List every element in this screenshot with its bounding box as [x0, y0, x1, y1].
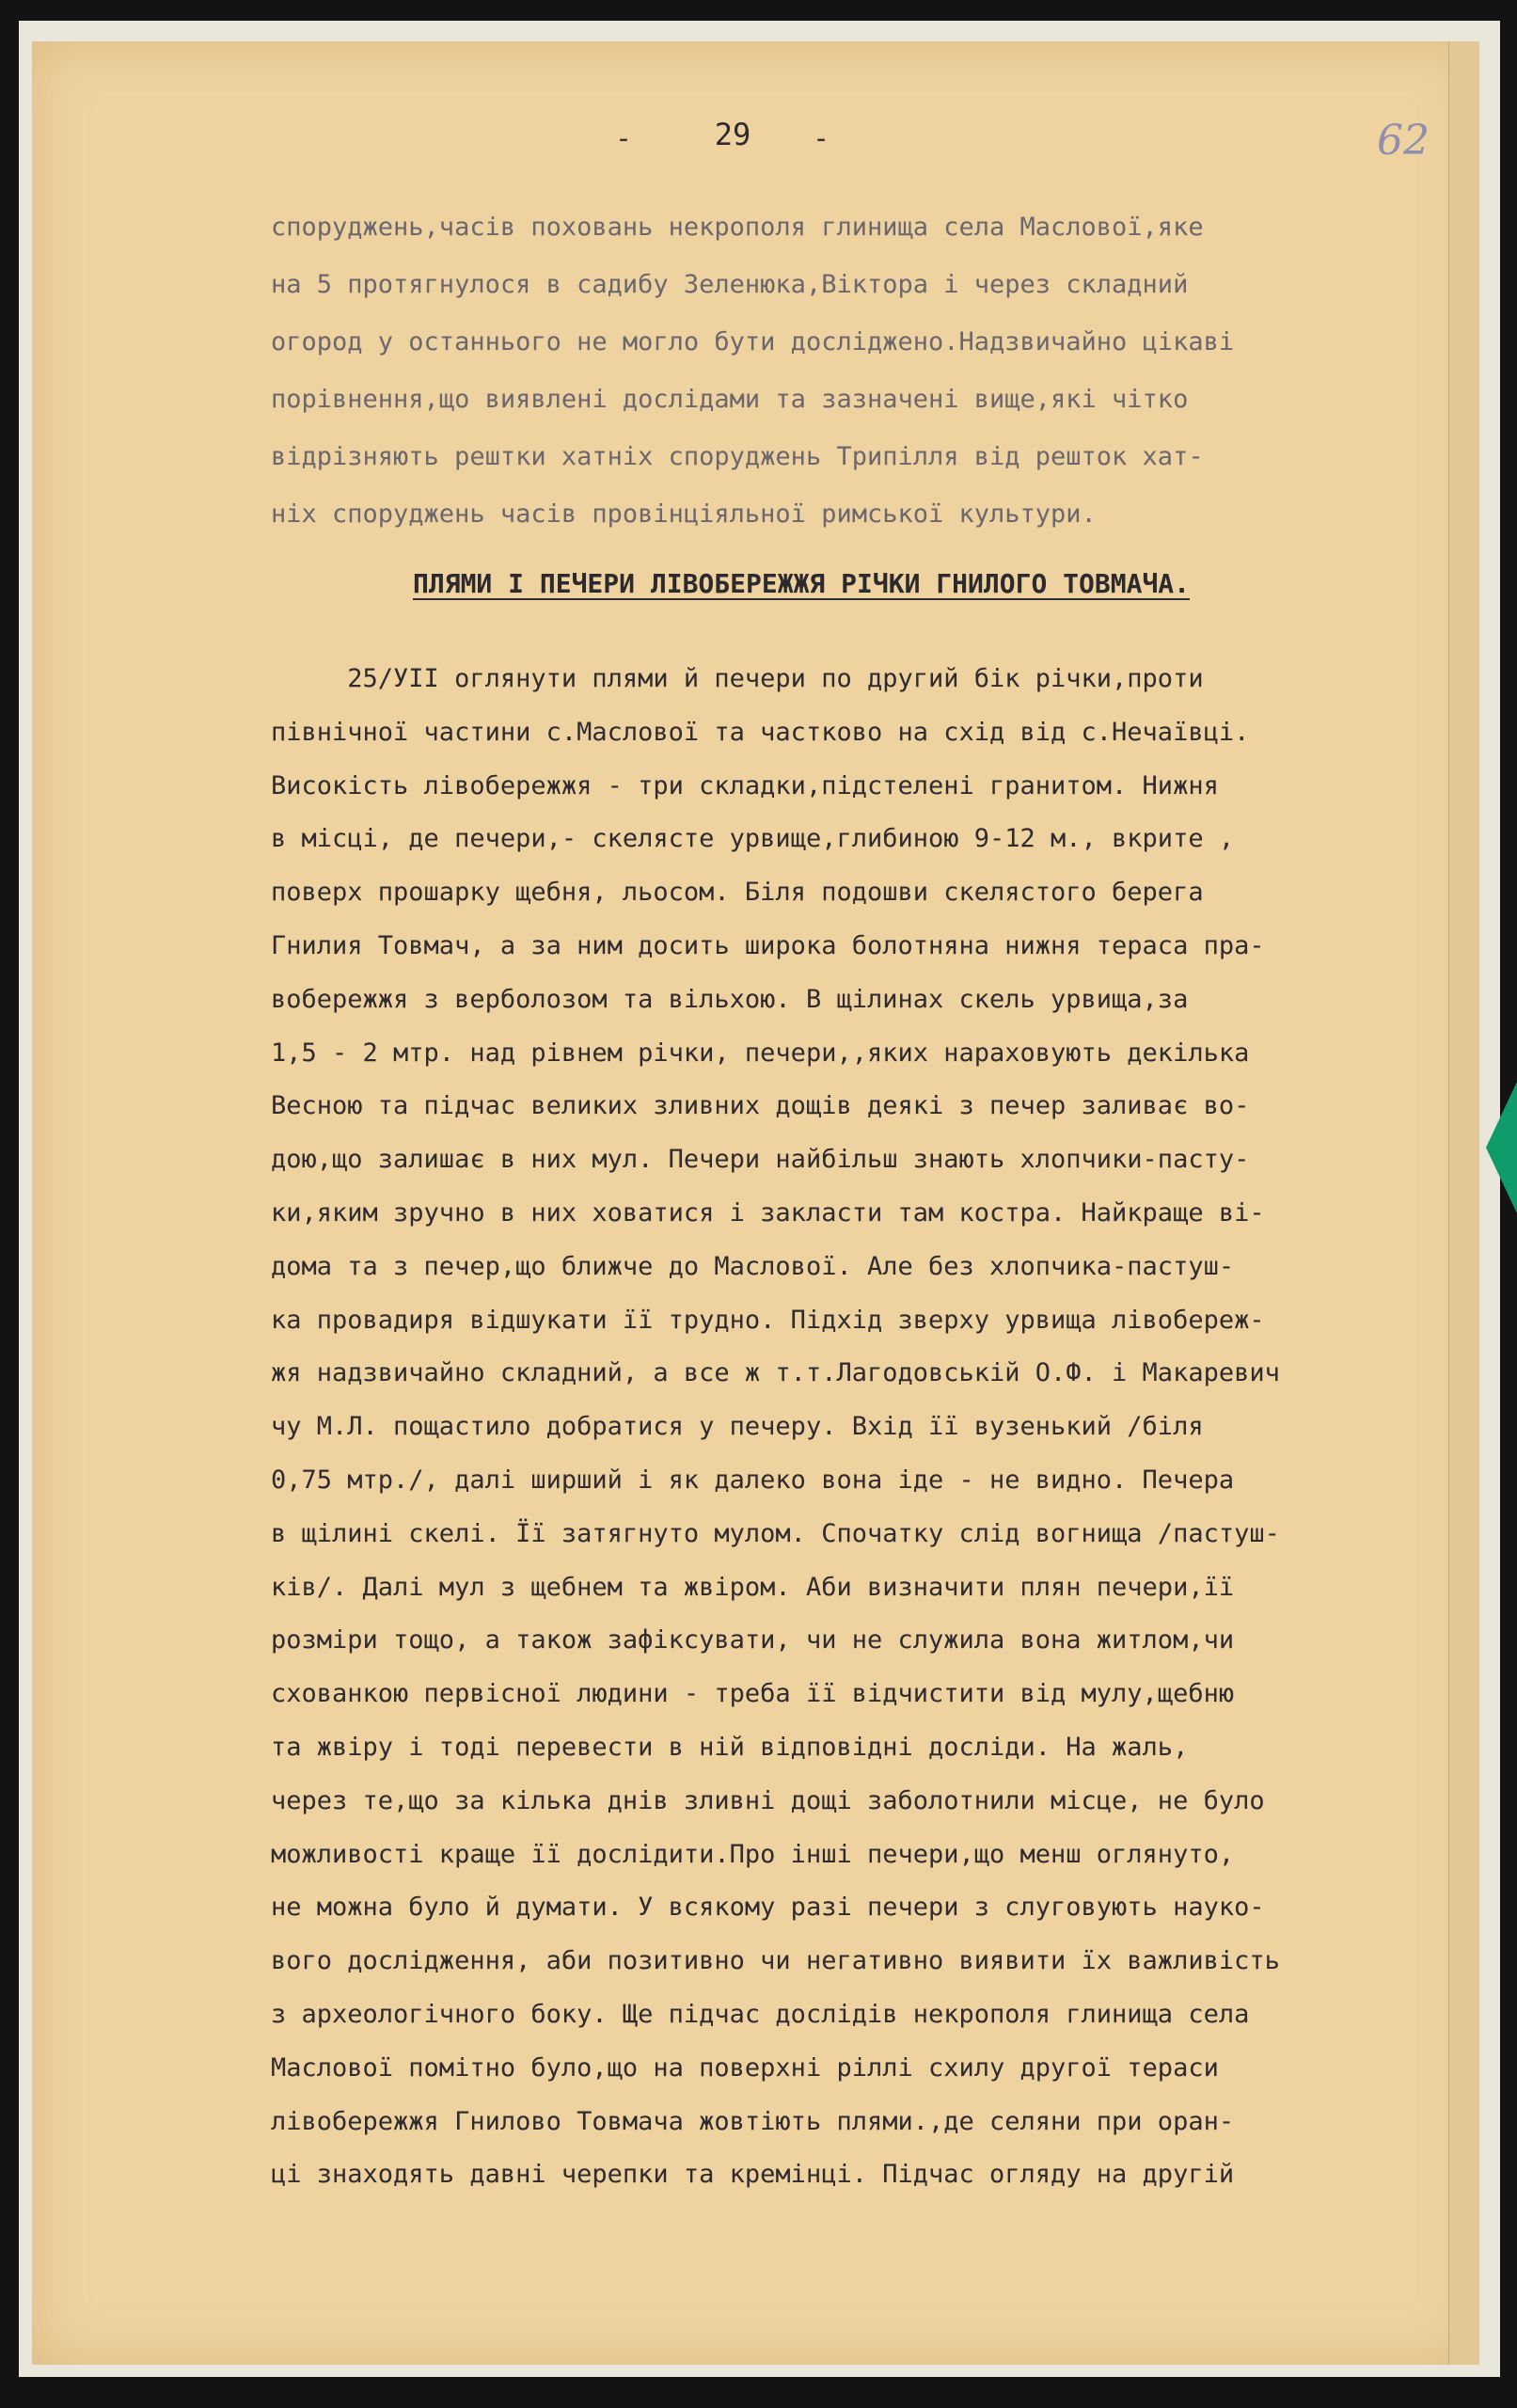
- green-bookmark-tab: [1486, 1082, 1517, 1213]
- text-line: порівнення,що виявлені дослідами та зазначені вище,які чітко: [271, 385, 1189, 414]
- text-line: схованкою первісної людини - треба її відчистити від мулу,щебню: [271, 1679, 1235, 1709]
- text-line: можливості краще її дослідити.Про інші печери,що менш оглянуто,: [271, 1839, 1235, 1869]
- text-line: ки,яким зручно в них ховатися і закласти там костра. Найкраще ві-: [271, 1198, 1265, 1228]
- text-line: Високість лівобережжя - три складки,підстелені гранитом. Нижня: [271, 770, 1219, 800]
- text-line: поверх прошарку щебня, льосом. Біля подошви скелястого берега: [271, 878, 1204, 908]
- section-heading: ПЛЯМИ І ПЕЧЕРИ ЛІВОБЕРЕЖЖЯ РІЧКИ ГНИЛОГО ТОВМАЧА.: [413, 568, 1191, 599]
- text-line: ка провадиря відшукати її трудно. Підхід зверху урвища лівобереж-: [271, 1305, 1265, 1335]
- text-line: в місці, де печери,- скелясте урвище,глибиною 9-12 м., вкрите ,: [271, 824, 1235, 854]
- text-line: в щілині скелі. Її затягнуто мулом. Спочатку слід вогнища /пастуш-: [271, 1518, 1280, 1548]
- text-line: ків/. Далі мул з щебнем та жвіром. Аби визначити плян печери,її: [271, 1572, 1235, 1602]
- text-line: не можна було й думати. У всякому разі печери з слуговують науко-: [271, 1893, 1265, 1923]
- text-line: ніх споруджень часів провінціяльної римської культури.: [271, 499, 1097, 529]
- text-line: чу М.Л. пощастило добратися у печеру. Вхід її вузенький /біля: [271, 1412, 1204, 1442]
- document-page: [32, 41, 1476, 2365]
- text-line: ці знаходять давні черепки та кремінці. Підчас огляду на другій: [271, 2160, 1235, 2190]
- text-line: з археологічного боку. Ще підчас дослідів некрополя глинища села: [271, 2000, 1250, 2029]
- page-number-dash-left: -: [615, 122, 633, 155]
- text-line: огород у останнього не могло бути досліджено.Надзвичайно цікаві: [271, 327, 1235, 356]
- page-number: 29: [714, 117, 751, 152]
- text-line: вобережжя з верболозом та вільхою. В щілинах скель урвища,за: [271, 984, 1189, 1014]
- page-header: [32, 117, 1476, 173]
- text-line: на 5 протягнулося в садибу Зеленюка,Віктора і через складний: [271, 270, 1189, 299]
- text-line: та жвіру і тоді перевести в ній відповідні досліди. На жаль,: [271, 1733, 1189, 1762]
- page-edge: [1448, 41, 1479, 2365]
- text-line: дома та з печер,що ближче до Маслової. Але без хлопчика-пастуш-: [271, 1251, 1235, 1281]
- text-line: 1,5 - 2 мтр. над рівнем річки, печери,,яких нараховують декілька: [271, 1038, 1250, 1068]
- text-line: 25/УІІ оглянути плями й печери по другий бік річки,проти: [271, 664, 1204, 693]
- text-line: лівобережжя Гнилово Товмача жовтіють плями.,де селяни при оран-: [271, 2106, 1235, 2136]
- handwritten-archive-number: 62: [1377, 117, 1430, 165]
- text-line: розміри тощо, а також зафіксувати, чи не служила вона житлом,чи: [271, 1625, 1235, 1656]
- text-line: вого дослідження, аби позитивно чи негативно виявити їх важливість: [271, 1946, 1280, 1976]
- text-line: північної частини с.Маслової та частково на схід від с.Нечаївці.: [271, 717, 1250, 747]
- text-line: Гнилия Товмач, а за ним досить широка болотняна нижня тераса пра-: [271, 931, 1265, 960]
- text-line: Весною та підчас великих зливних дощів деякі з печер заливає во-: [271, 1091, 1250, 1121]
- text-line: Маслової помітно було,що на поверхні ріллі схилу другої тераси: [271, 2052, 1219, 2083]
- text-line: жя надзвичайно складний, а все ж т.т.Лагодовській О.Ф. і Макаревич: [271, 1358, 1280, 1388]
- text-line: дою,що залишає в них мул. Печери найбільш знають хлопчики-пасту-: [271, 1145, 1250, 1175]
- text-line: відрізняють рештки хатніх споруджень Трипілля від решток хат-: [271, 442, 1204, 471]
- text-line: 0,75 мтр./, далі ширший і як далеко вона іде - не видно. Печера: [271, 1465, 1235, 1495]
- page-number-dash-right: -: [813, 122, 830, 155]
- text-line: через те,що за кілька днів зливні дощі заболотнили місце, не було: [271, 1785, 1265, 1815]
- text-line: споруджень,часів поховань некрополя глинища села Маслової,яке: [271, 213, 1204, 242]
